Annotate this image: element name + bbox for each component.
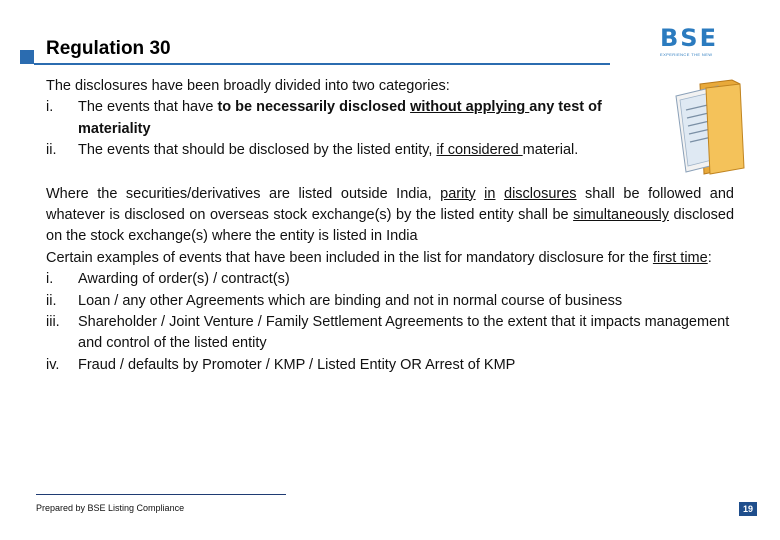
intro-text: The disclosures have been broadly divided into two categories:	[46, 78, 450, 94]
slide-body	[46, 76, 734, 376]
example-text: Loan / any other Agreements which are binding and not in normal course of business	[78, 292, 623, 309]
examples-intro-text: Certain examples of events that have been included in the list for mandatory disclosure for the	[46, 249, 653, 266]
footer-text: Prepared by BSE Listing Compliance	[36, 503, 185, 513]
examples-intro-underlined: first time	[652, 249, 708, 266]
category-text: The events that should be disclosed by the listed entity,	[78, 142, 437, 159]
category-item	[46, 140, 734, 161]
example-number: iii.	[46, 314, 60, 331]
example-number: i.	[46, 271, 54, 288]
overseas-text: disclosed on the stock exchange(s) where the entity is listed in India	[46, 207, 735, 245]
logo-text: BSE	[660, 24, 718, 52]
title-bullet-square	[20, 50, 34, 64]
category-underlined-text: if considered	[436, 142, 523, 159]
bse-logo	[660, 26, 728, 62]
example-item	[46, 269, 734, 290]
category-item	[46, 97, 734, 140]
title-underline	[34, 63, 610, 65]
page-title: Regulation 30	[46, 38, 171, 59]
category-number: i.	[46, 99, 54, 116]
examples-intro	[46, 248, 734, 269]
example-text: Awarding of order(s) / contract(s)	[78, 271, 290, 288]
category-text: material.	[522, 142, 579, 159]
category-bold-text: any test of	[529, 99, 602, 116]
example-text: Fraud / defaults by Promoter / KMP / Listed Entity OR Arrest of KMP	[78, 356, 516, 373]
footer-divider	[36, 494, 286, 495]
category-continuation: materiality	[78, 120, 151, 137]
overseas-underlined-text: simultaneously	[573, 207, 670, 224]
logo-tagline: EXPERIENCE THE NEW	[660, 52, 713, 57]
overseas-paragraph	[46, 184, 734, 248]
category-underlined-text: without applying	[410, 99, 530, 116]
examples-intro-text: :	[707, 249, 712, 266]
example-item	[46, 355, 734, 376]
overseas-underlined-text: in	[484, 185, 496, 202]
category-text: The events that have	[78, 99, 218, 116]
category-number: ii.	[46, 142, 57, 159]
example-item	[46, 312, 734, 355]
overseas-underlined-text: parity	[440, 185, 476, 202]
example-number: ii.	[46, 292, 57, 309]
example-number: iv.	[46, 356, 60, 373]
example-text: Shareholder / Joint Venture / Family Settlement Agreements to the extent that it impacts management and control of the listed entity	[78, 314, 730, 352]
overseas-underlined-text: disclosures	[504, 185, 577, 202]
category-bold-text: to be necessarily disclosed	[217, 99, 411, 116]
overseas-text: Where the securities/derivatives are listed outside India,	[46, 185, 441, 202]
title-bar	[20, 38, 610, 64]
overseas-text: shall be followed and whatever is disclosed on overseas stock exchange(s) by the listed entity shall be	[46, 185, 734, 224]
page-number-badge: 19	[739, 502, 757, 516]
example-item	[46, 291, 734, 312]
